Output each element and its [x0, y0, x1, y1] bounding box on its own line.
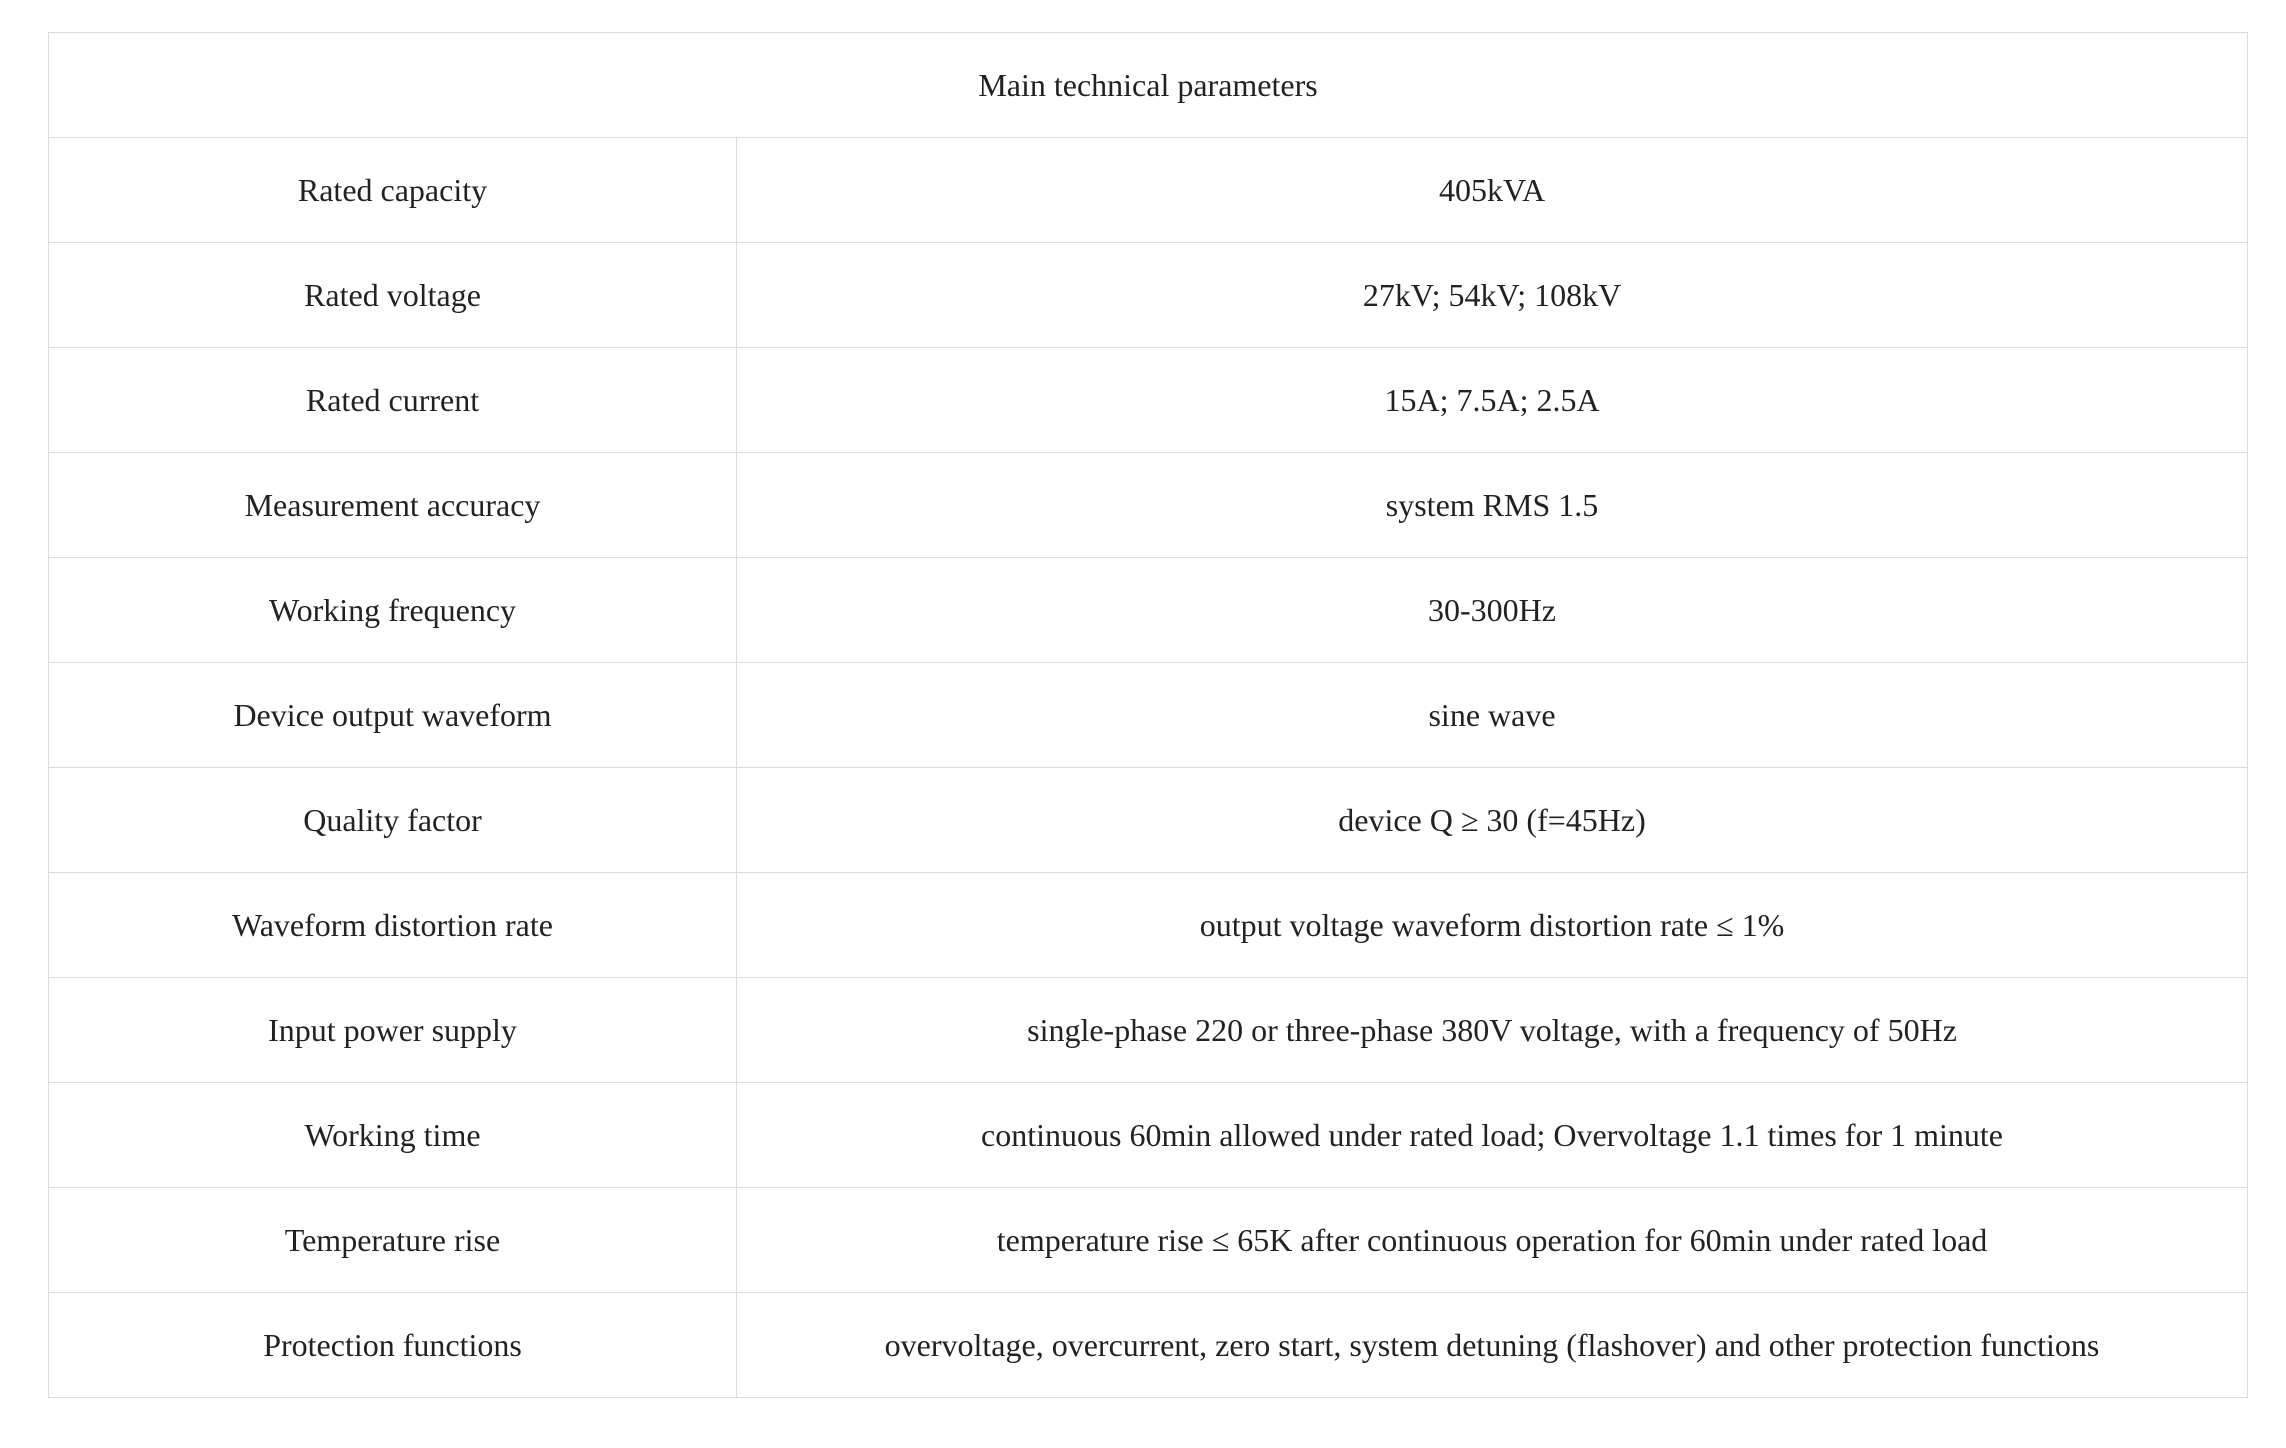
parameter-value: continuous 60min allowed under rated load; Overvoltage 1.1 times for 1 minute	[737, 1083, 2248, 1188]
technical-parameters-table	[48, 32, 2248, 1398]
parameter-value: single-phase 220 or three-phase 380V voltage, with a frequency of 50Hz	[737, 978, 2248, 1083]
table-row	[49, 978, 2248, 1083]
parameter-label: Working frequency	[49, 558, 737, 663]
parameter-value: 27kV; 54kV; 108kV	[737, 243, 2248, 348]
table-row	[49, 873, 2248, 978]
table-row	[49, 663, 2248, 768]
parameter-label: Waveform distortion rate	[49, 873, 737, 978]
parameter-value: 405kVA	[737, 138, 2248, 243]
parameter-label: Quality factor	[49, 768, 737, 873]
parameter-label: Device output waveform	[49, 663, 737, 768]
parameter-label: Rated current	[49, 348, 737, 453]
parameter-label: Measurement accuracy	[49, 453, 737, 558]
table-row	[49, 243, 2248, 348]
parameter-label: Working time	[49, 1083, 737, 1188]
parameter-value: system RMS 1.5	[737, 453, 2248, 558]
parameter-label: Rated capacity	[49, 138, 737, 243]
table-row	[49, 138, 2248, 243]
table-row	[49, 1083, 2248, 1188]
table-row	[49, 558, 2248, 663]
parameter-value: temperature rise ≤ 65K after continuous operation for 60min under rated load	[737, 1188, 2248, 1293]
parameter-label: Temperature rise	[49, 1188, 737, 1293]
parameter-value: 30-300Hz	[737, 558, 2248, 663]
table-row	[49, 348, 2248, 453]
parameter-label: Rated voltage	[49, 243, 737, 348]
table-row	[49, 1188, 2248, 1293]
parameter-value: overvoltage, overcurrent, zero start, system detuning (flashover) and other protection functions	[737, 1293, 2248, 1398]
parameter-label: Input power supply	[49, 978, 737, 1083]
parameter-label: Protection functions	[49, 1293, 737, 1398]
table-title-row	[49, 33, 2248, 138]
table-row	[49, 1293, 2248, 1398]
parameter-value: sine wave	[737, 663, 2248, 768]
table-title: Main technical parameters	[49, 33, 2248, 138]
table-row	[49, 453, 2248, 558]
table-row	[49, 768, 2248, 873]
parameter-value: device Q ≥ 30 (f=45Hz)	[737, 768, 2248, 873]
parameter-value: 15A; 7.5A; 2.5A	[737, 348, 2248, 453]
parameter-value: output voltage waveform distortion rate ≤ 1%	[737, 873, 2248, 978]
